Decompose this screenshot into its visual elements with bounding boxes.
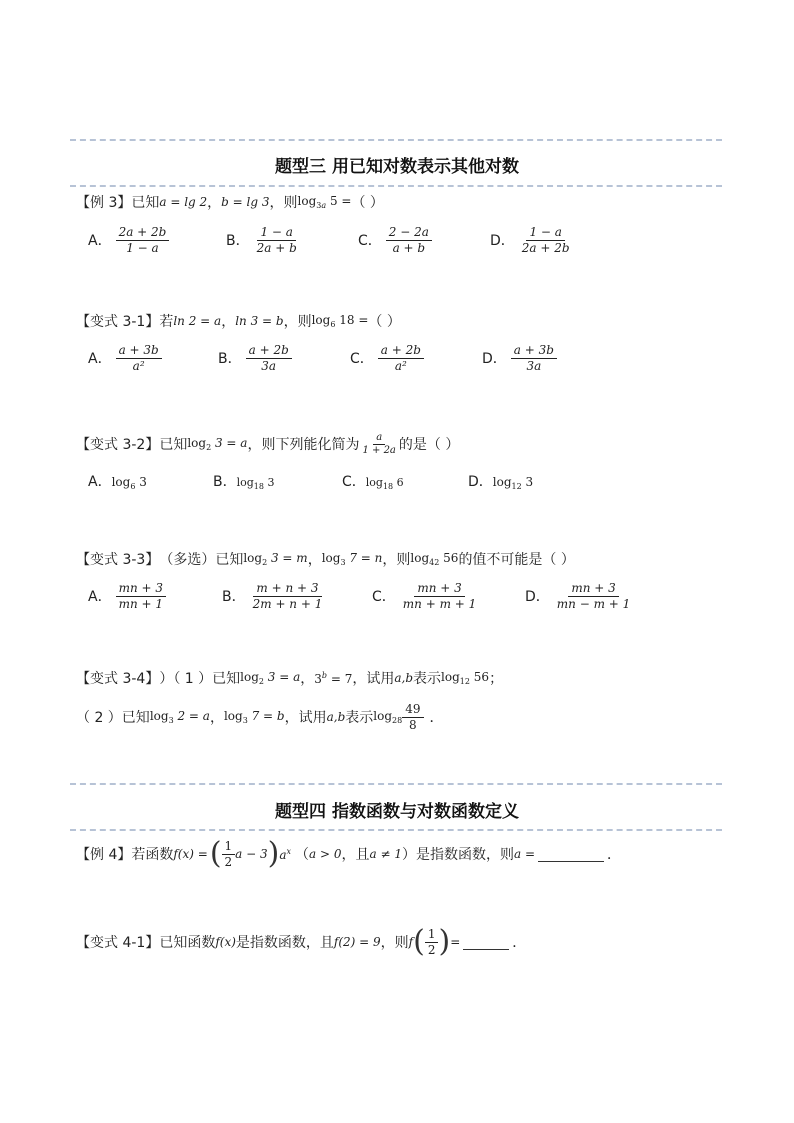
variant-3-3-label: 【变式 3-3】: [76, 552, 160, 568]
example-3-option-b: B． $\frac{1 - a}{2a + b}$: [226, 224, 297, 255]
example-3-text-2: ，: [207, 195, 222, 211]
variant-3-1-option-b: B． $\frac{a + 2b}{3a}$: [218, 340, 292, 376]
left-paren-icon: (: [413, 924, 425, 959]
variant-4-1-answer-blank: [463, 935, 509, 950]
example-3-option-a: A． $\frac{2a + 2b}{1 - a}$: [88, 222, 169, 258]
variant-3-1-option-c: C． $\frac{a + 2b}{\text{a²}}$: [350, 340, 424, 376]
variant-3-3-answer-blank: 的值不可能是（ ）: [458, 552, 575, 568]
variant-3-3-question: 【变式 3-3】 （多选）已知 $\log_2 3 = m$ ， $\log_3 7 = n$ ，则 $\log_{42} 56$ 的值不可能是（ ）: [76, 551, 575, 568]
variant-3-3-option-c: C． $\frac{mn + 3}{mn + m + 1}$: [372, 580, 477, 611]
variant-3-2-question: 【变式 3-2】 已知 $\log_2 3 = a$ ，则下列能化简为 $\frac{a}{1 + 2a}$ 的是（ ）: [76, 431, 460, 456]
variant-3-3-option-b: B． $\frac{m + n + 3}{2m + n + 1}$: [222, 580, 323, 611]
right-paren-icon: ): [267, 836, 280, 871]
example-3-answer-blank: （ ）: [351, 195, 384, 211]
example-4-label: 【例 4】: [76, 847, 132, 863]
example-3-math-1: a = lg 2: [159, 195, 208, 209]
variant-3-1-answer-blank: （ ）: [368, 314, 401, 330]
section-4-title: 题型四 指数函数与对数函数定义: [275, 802, 519, 822]
example-3-math-2: b = lg 3: [221, 195, 270, 209]
example-3-option-c: C． $\frac{2 - 2a}{a + b}$: [358, 222, 432, 258]
example-3-option-d: D． $\frac{1 - a}{2a + 2b}$: [490, 224, 570, 255]
variant-3-4-part-2: （ 2 ）已知 $\log_3 2 = a$ ， $\log_3 7 = b$ ，试用 a,b 表示 $\log_{28}$ $\frac{49}{8}$ ．: [76, 701, 444, 732]
divider-bottom-3: [70, 185, 722, 187]
variant-3-2-option-a: A．$\log_6 3$: [88, 474, 147, 491]
example-3-label: 【例 3】: [76, 195, 132, 211]
variant-4-1-label: 【变式 4-1】: [76, 935, 160, 951]
divider-bottom-4: [70, 829, 722, 831]
variant-3-2-option-c: C．$\log_{18} 6$: [342, 474, 404, 491]
variant-3-1-label: 【变式 3-1】: [76, 314, 160, 330]
variant-3-1-option-d: D． $\frac{a + 3b}{3a}$: [482, 340, 557, 376]
variant-3-2-option-d: D．$\log_{12} 3$: [468, 474, 534, 491]
variant-3-2-label: 【变式 3-2】: [76, 437, 160, 453]
variant-3-2-option-b: B．$\log_{18} 3$: [213, 474, 275, 491]
example-4-question: 【例 4】 若函数 f(x) = ( $\frac{1}{2}$ a − 3 ) $a^x$ （ a > 0 ，且 a ≠ 1 ）是指数函数，则 a = ．: [76, 836, 622, 871]
variant-4-1-question: 【变式 4-1】 已知函数 f(x) 是指数函数，且 f(2) = 9 ，则 f ( $\frac{1}{2}$ ) = ．: [76, 924, 527, 959]
example-3-math-3: $\log_{3a} 5$ =: [297, 194, 352, 210]
example-4-answer-blank: [538, 847, 604, 862]
example-3-question: [76, 191, 384, 213]
variant-3-4-part-1: 【变式 3-4】 ）（ 1 ）已知 $\log_2 3 = a$ ， $3^b = 7$ ，试用 a,b 表示 $\log_{12} 56$ ；: [76, 670, 504, 687]
right-paren-icon: ): [438, 924, 451, 959]
section-3-title: 题型三 用已知对数表示其他对数: [275, 157, 519, 177]
divider-top-3: [70, 139, 722, 141]
left-paren-icon: (: [209, 836, 222, 871]
variant-3-1-option-a: A． $\frac{a + 3b}{\text{a²}}$: [88, 340, 162, 376]
variant-3-2-answer-blank: 的是（ ）: [398, 437, 460, 453]
example-3-text-3: ，则: [269, 195, 298, 211]
variant-3-3-option-d: D． $\frac{mn + 3}{mn - m + 1}$: [525, 580, 631, 611]
divider-top-4: [70, 783, 722, 785]
example-3-text-1: 已知: [131, 195, 160, 211]
variant-3-3-option-a: A． $\frac{mn + 3}{mn + 1}$: [88, 578, 166, 614]
variant-3-1-question: 【变式 3-1】 若 ln 2 = a ， ln 3 = b ，则 $\log_6 18$ = （ ）: [76, 313, 401, 330]
variant-3-4-label: 【变式 3-4】: [76, 671, 160, 687]
